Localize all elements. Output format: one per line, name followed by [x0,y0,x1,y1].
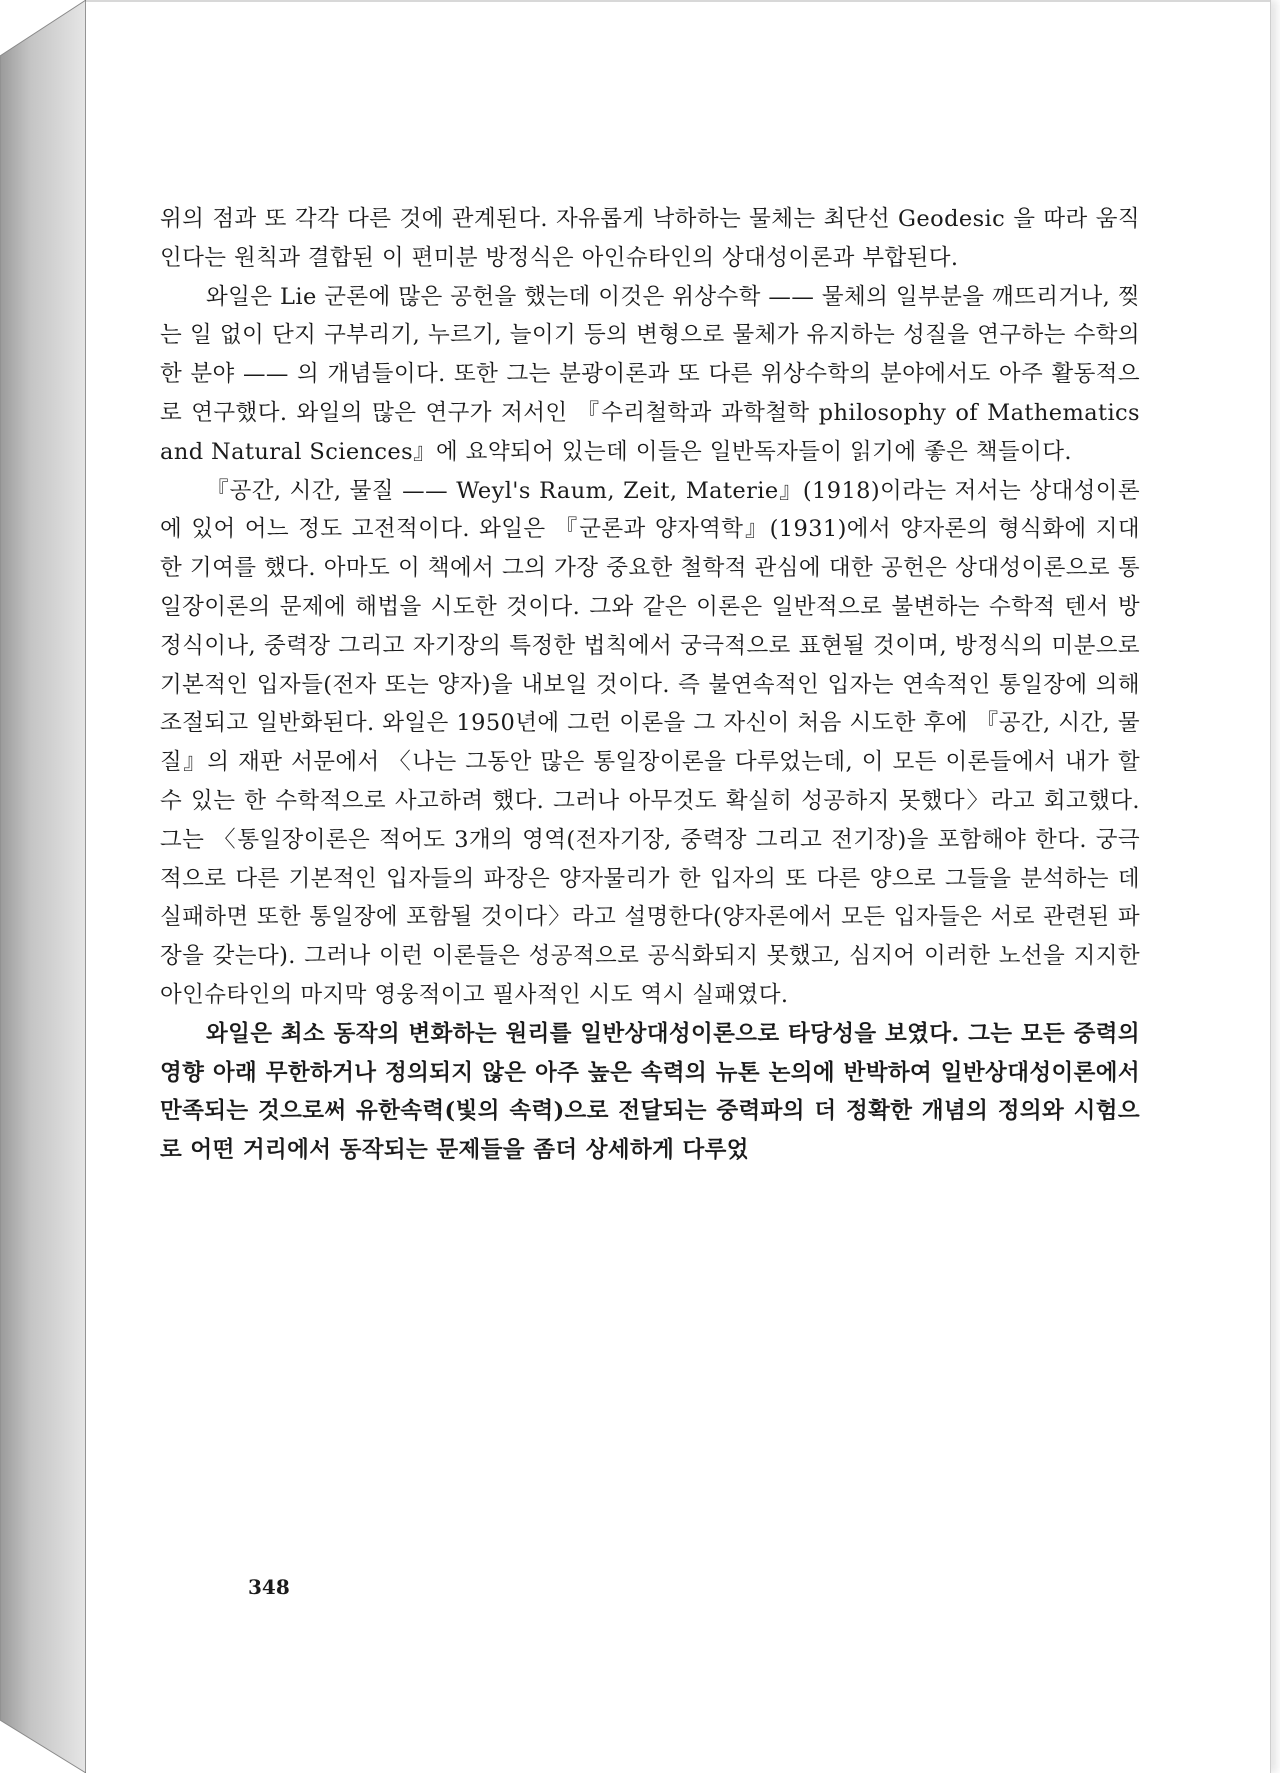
page-body [160,200,1140,1170]
book-edge [0,0,90,1773]
paragraph-1: 위의 점과 또 각각 다른 것에 관계된다. 자유롭게 낙하하는 물체는 최단선 Geodesic 을 따라 움직인다는 원칙과 결합된 이 편미분 방정식은 아인슈타인의 상대성이론과 부합된다. [160,206,1140,271]
paragraph-2: 와일은 Lie 군론에 많은 공헌을 했는데 이것은 위상수학 —— 물체의 일부분을 깨뜨리거나, 찢는 일 없이 단지 구부리기, 누르기, 늘이기 등의 변형으로 물체가 유지하는 성질을 연구하는 수학의 한 분야 —— 의 개념들이다. 또한 그는 분광이론과 또 다른 위상수학의 분야에서도 아주 활동적으로 연구했다. 와일의 많은 연구가 저서인 『수리철학과 과학철학 philosophy of Mathematics and Natural Sciences』에 요약되어 있는데 이들은 일반독자들이 읽기에 좋은 책들이다. [160,283,1140,465]
paragraph-3: 『공간, 시간, 물질 —— Weyl's Raum, Zeit, Materie』(1918)이라는 저서는 상대성이론에 있어 어느 정도 고전적이다. 와일은 『군론과 양자역학』(1931)에서 양자론의 형식화에 지대한 기여를 했다. 아마도 이 책에서 그의 가장 중요한 철학적 관심에 대한 공헌은 상대성이론으로 통일장이론의 문제에 해법을 시도한 것이다. 그와 같은 이론은 일반적으로 불변하는 수학적 텐서 방정식이나, 중력장 그리고 자기장의 특정한 법칙에서 궁극적으로 표현될 것이며, 방정식의 미분으로 기본적인 입자들(전자 또는 양자)을 내보일 것이다. 즉 불연속적인 입자는 연속적인 통일장에 의해 조절되고 일반화된다. 와일은 1950년에 그런 이론을 그 자신이 처음 시도한 후에 『공간, 시간, 물질』의 재판 서문에서 〈나는 그동안 많은 통일장이론을 다루었는데, 이 모든 이론들에서 내가 할 수 있는 한 수학적으로 사고하려 했다. 그러나 아무것도 확실히 성공하지 못했다〉라고 회고했다. 그는 〈통일장이론은 적어도 3개의 영역(전자기장, 중력장 그리고 전기장)을 포함해야 한다. 궁극적으로 다른 기본적인 입자들의 파장은 양자물리가 한 입자의 또 다른 양으로 그들을 분석하는 데 실패하면 또한 통일장에 포함될 것이다〉라고 설명한다(양자론에서 모든 입자들은 서로 관련된 파장을 갖는다). 그러나 이런 이론들은 성공적으로 공식화되지 못했고, 심지어 이러한 노선을 지지한 아인슈타인의 마지막 영웅적이고 필사적인 시도 역시 실패였다. [160,477,1140,1008]
page-top-edge [86,0,1270,2]
paragraph-4: 와일은 최소 동작의 변화하는 원리를 일반상대성이론으로 타당성을 보였다. 그는 모든 중력의 영향 아래 무한하거나 정의되지 않은 아주 높은 속력의 뉴톤 논의에 반박하여 일반상대성이론에서 만족되는 것으로써 유한속력(빛의 속력)으로 전달되는 중력파의 더 정확한 개념의 정의와 시험으로 어떤 거리에서 동작되는 문제들을 좀더 상세하게 다루었 [160,1020,1140,1164]
page-number: 348 [248,1575,290,1599]
